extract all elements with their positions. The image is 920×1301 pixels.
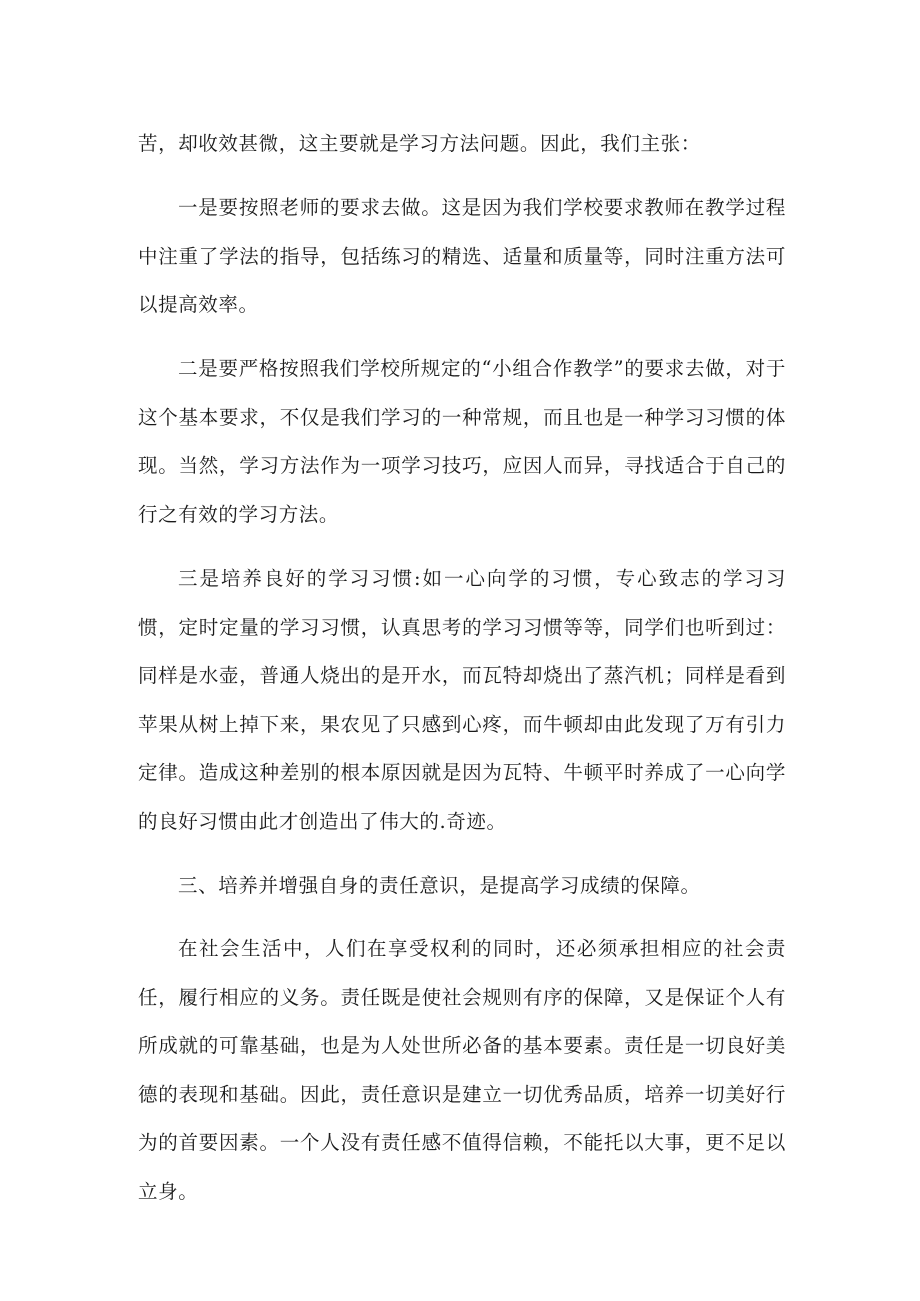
- paragraph-continuation: 苦，却收效甚微，这主要就是学习方法问题。因此，我们主张：: [138, 132, 701, 155]
- paragraph-responsibility: 在社会生活中，人们在享受权利的同时，还必须承担相应的社会责任，履行相应的义务。责任既是使社会规则有序的保障，又是保证个人有所成就的可靠基础，也是为人处世所必备的基本要素。责任是一切良好美德的表现和基础。因此，责任意识是建立一切优秀品质，培养一切美好行为的首要因素。一个人没有责任感不值得信赖，不能托以大事，更不足以立身。: [138, 937, 786, 1203]
- paragraph-method-two: 二是要严格按照我们学校所规定的“小组合作教学”的要求去做，对于这个基本要求，不仅是我们学习的一种常规，而且也是一种学习习惯的体现。当然，学习方法作为一项学习技巧，应因人而异，寻找适合于自己的行之有效的学习方法。: [138, 357, 786, 526]
- paragraph-method-one: 一是要按照老师的要求去做。这是因为我们学校要求教师在教学过程中注重了学法的指导，包括练习的精选、适量和质量等，同时注重方法可以提高效率。: [138, 196, 786, 316]
- paragraph-method-three: 三是培养良好的学习习惯:如一心向学的习惯，专心致志的学习习惯，定时定量的学习习惯，认真思考的学习习惯等等，同学们也听到过：同样是水壶，普通人烧出的是开水，而瓦特却烧出了蒸汽机；同样是看到苹果从树上掉下来，果农见了只感到心疼，而牛顿却由此发现了万有引力定律。造成这种差别的根本原因就是因为瓦特、牛顿平时养成了一心向学的良好习惯由此才创造出了伟大的.奇迹。: [138, 567, 786, 833]
- section-heading-responsibility: 三、培养并增强自身的责任意识，是提高学习成绩的保障。: [178, 874, 701, 897]
